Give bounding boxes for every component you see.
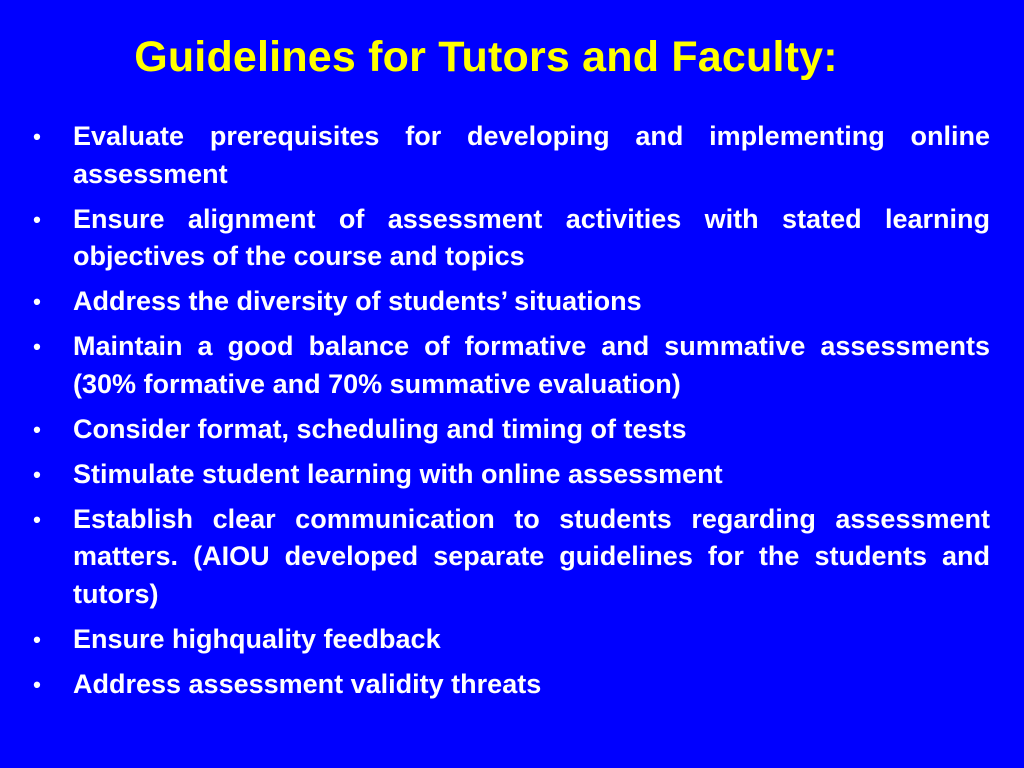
bullet-icon: • [33,289,41,314]
list-item-text: Address the diversity of students’ situations [73,286,642,316]
list-item-text: Evaluate prerequisites for developing and implementing online assessment [73,121,990,189]
list-item [30,411,990,449]
bullet-icon: • [33,416,41,442]
bullet-icon: • [33,206,41,232]
list-item [30,201,990,276]
list-item-text: Establish clear communication to students regarding assessment matters. (AIOU developed separate guidelines for the students and tutors) [73,503,990,609]
list-item [30,328,990,403]
bullet-icon: • [33,124,41,149]
guideline-list [30,118,990,703]
list-item-text: Ensure highquality feedback [73,623,441,654]
list-item-text: Ensure alignment of assessment activities with stated learning objectives of the course and topics [73,203,990,271]
list-item-text: Address assessment validity threats [73,668,542,699]
list-item [30,666,990,704]
slide-title: Guidelines for Tutors and Faculty: [134,33,838,81]
bullet-icon: • [33,626,41,652]
list-item [30,456,990,494]
list-item [30,118,990,193]
bullet-icon: • [33,461,41,487]
bullet-icon: • [33,334,41,359]
list-item [30,501,990,614]
list-item-text: Stimulate student learning with online assessment [73,458,723,489]
list-item [30,283,990,321]
list-item-text: Maintain a good balance of formative and summative assessments (30% formative and 70% summative evaluation) [73,331,990,399]
list-item-text: Consider format, scheduling and timing of tests [73,413,687,444]
bullet-icon: • [33,671,41,697]
bullet-icon: • [33,506,41,532]
list-item [30,621,990,659]
